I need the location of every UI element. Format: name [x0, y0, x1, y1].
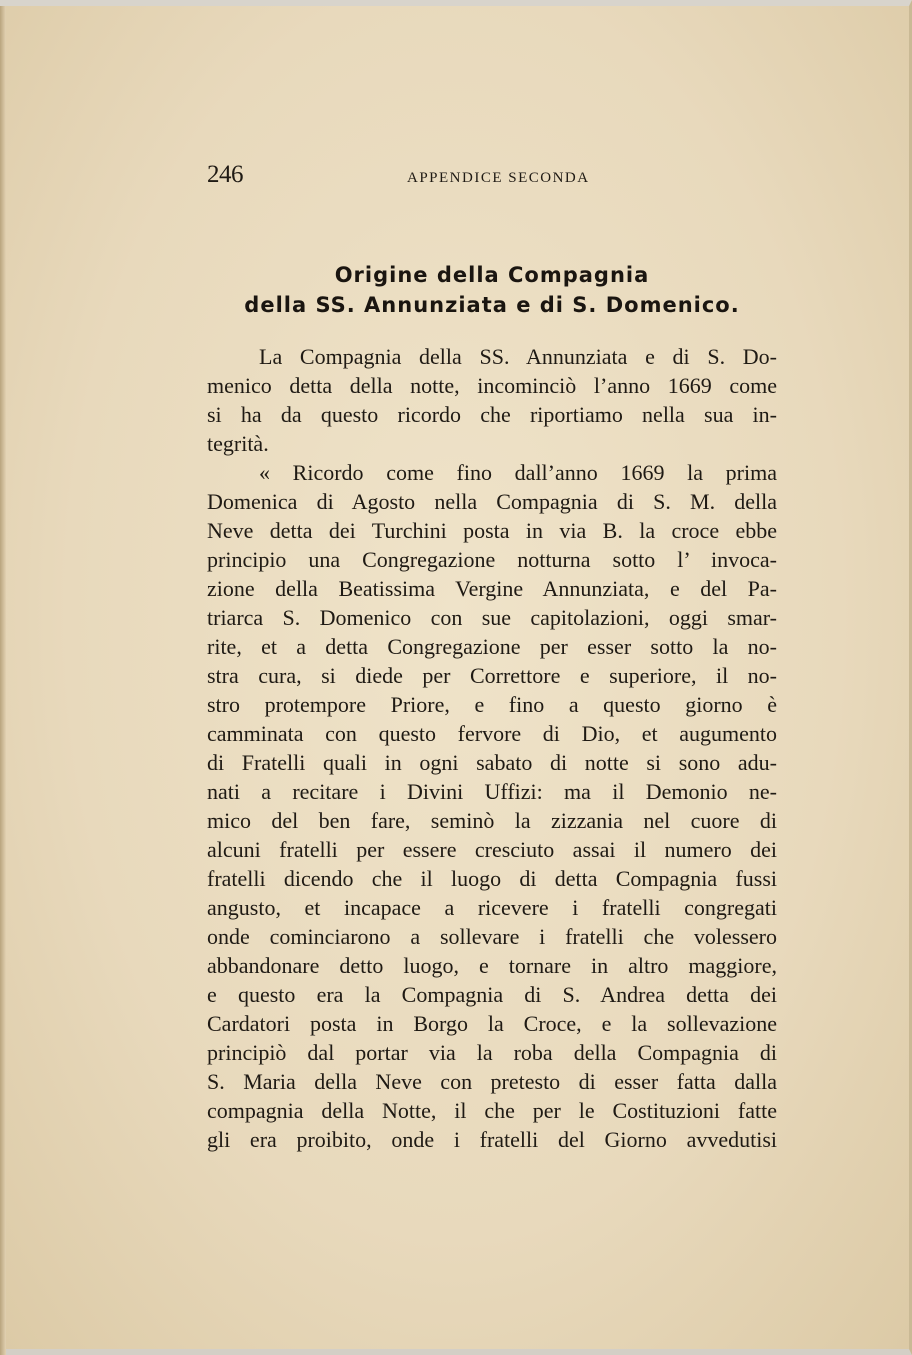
- text-line: principio una Congregazione notturna sotto l’ invoca-: [207, 547, 777, 572]
- text-line: S. Maria della Neve con pretesto di esser fatta dalla: [207, 1069, 777, 1094]
- text-line: gli era proibito, onde i fratelli del Giorno avvedutisi: [207, 1127, 777, 1152]
- text-line: Domenica di Agosto nella Compagnia di S. M. della: [207, 489, 777, 514]
- text-line: di Fratelli quali in ogni sabato di notte si sono adu-: [207, 750, 777, 775]
- text-line: La Compagnia della SS. Annunziata e di S. Do-: [259, 344, 777, 369]
- text-line: zione della Beatissima Vergine Annunziata, e del Pa-: [207, 576, 777, 601]
- text-line: angusto, et incapace a ricevere i fratelli congregati: [207, 895, 777, 920]
- text-line: camminata con questo fervore di Dio, et augumento: [207, 721, 777, 746]
- text-line: nati a recitare i Divini Uffizi: ma il Demonio ne-: [207, 779, 777, 804]
- section-title: [207, 260, 777, 320]
- page-number: 246: [207, 161, 243, 188]
- text-line: Neve detta dei Turchini posta in via B. la croce ebbe: [207, 518, 777, 543]
- text-line: tegrità.: [207, 431, 269, 456]
- text-line: triarca S. Domenico con sue capitolazioni, oggi smar-: [207, 605, 777, 630]
- text-line: fratelli dicendo che il luogo di detta Compagnia fussi: [207, 866, 777, 891]
- text-line: alcuni fratelli per essere cresciuto assai il numero dei: [207, 837, 777, 862]
- page-header: [207, 161, 777, 195]
- running-head: APPENDICE SECONDA: [407, 170, 590, 186]
- text-line: rite, et a detta Congregazione per esser sotto la no-: [207, 634, 777, 659]
- text-line: compagnia della Notte, il che per le Costituzioni fatte: [207, 1098, 777, 1123]
- text-line: stra cura, si diede per Correttore e superiore, il no-: [207, 663, 777, 688]
- text-line: stro protempore Priore, e fino a questo giorno è: [207, 692, 777, 717]
- text-line: « Ricordo come fino dall’anno 1669 la prima: [259, 460, 777, 485]
- text-line: onde cominciarono a sollevare i fratelli che volessero: [207, 924, 777, 949]
- section-title-line-1: Origine della Compagnia: [334, 263, 650, 287]
- text-line: mico del ben fare, seminò la zizzania nel cuore di: [207, 808, 777, 833]
- text-line: e questo era la Compagnia di S. Andrea detta dei: [207, 982, 777, 1007]
- text-line: abbandonare detto luogo, e tornare in altro maggiore,: [207, 953, 777, 978]
- page-left-edge: [0, 6, 6, 1355]
- text-line: si ha da questo ricordo che riportiamo nella sua in-: [207, 402, 777, 427]
- text-line: menico detta della notte, incominciò l’anno 1669 come: [207, 373, 777, 398]
- body-text: [207, 342, 777, 1154]
- text-line: Cardatori posta in Borgo la Croce, e la sollevazione: [207, 1011, 777, 1036]
- section-title-line-2: della SS. Annunziata e di S. Domenico.: [244, 293, 740, 317]
- text-line: principiò dal portar via la roba della Compagnia di: [207, 1040, 777, 1065]
